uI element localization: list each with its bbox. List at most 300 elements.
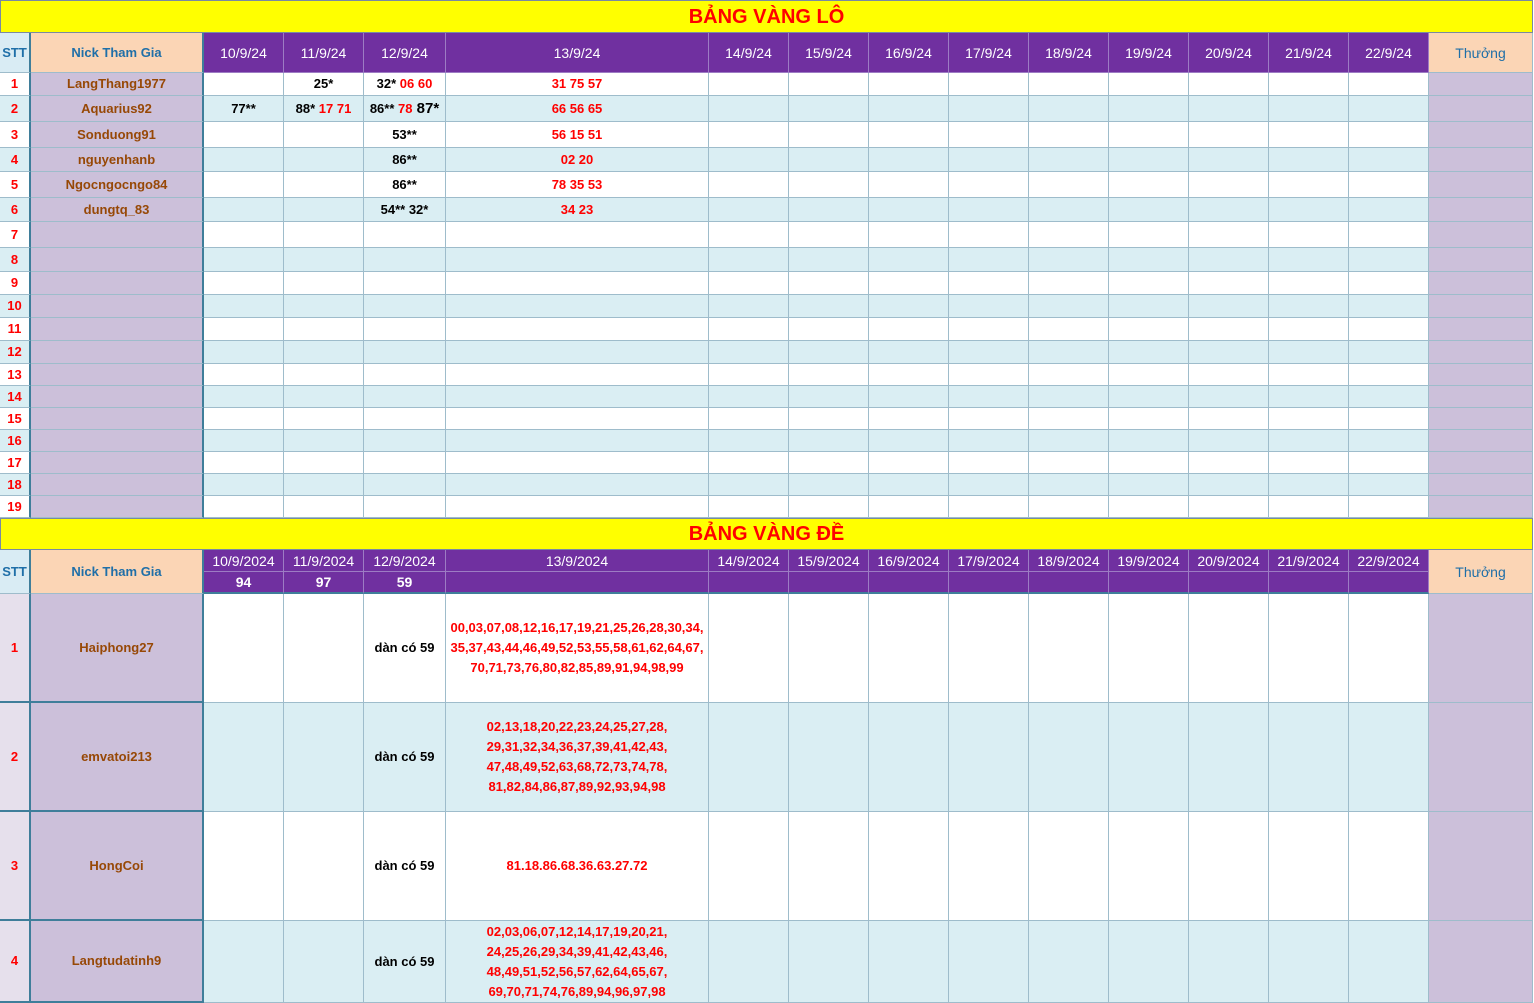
lo-entry-cell[interactable] [949, 318, 1029, 341]
lo-entry-cell[interactable] [709, 452, 789, 474]
lo-entry-cell[interactable] [1189, 364, 1269, 386]
lo-entry-cell[interactable] [709, 148, 789, 172]
lo-entry-cell[interactable] [1029, 222, 1109, 248]
lo-entry-cell[interactable] [364, 341, 446, 364]
lo-entry-cell[interactable] [1189, 341, 1269, 364]
lo-entry-cell[interactable] [949, 272, 1029, 295]
lo-entry-cell[interactable] [1029, 430, 1109, 452]
lo-entry-cell[interactable] [1029, 318, 1109, 341]
de-entry-cell[interactable] [869, 703, 949, 812]
lo-entry-cell[interactable] [1029, 96, 1109, 122]
lo-entry-cell[interactable] [364, 295, 446, 318]
lo-entry-cell[interactable] [709, 96, 789, 122]
lo-entry-cell[interactable] [1349, 341, 1429, 364]
lo-entry-cell[interactable] [1189, 474, 1269, 496]
lo-entry-cell[interactable] [284, 496, 364, 518]
lo-entry-cell[interactable] [1109, 122, 1189, 148]
lo-entry-cell[interactable] [1109, 386, 1189, 408]
de-nick-cell[interactable]: HongCoi [31, 812, 204, 921]
de-entry-cell[interactable] [949, 812, 1029, 921]
de-entry-cell[interactable] [1029, 594, 1109, 703]
de-entry-cell[interactable] [1029, 812, 1109, 921]
lo-entry-cell[interactable] [1029, 272, 1109, 295]
lo-entry-cell[interactable] [284, 96, 364, 122]
lo-entry-cell[interactable] [789, 318, 869, 341]
lo-entry-cell[interactable] [1269, 295, 1349, 318]
lo-entry-cell[interactable] [1109, 474, 1189, 496]
lo-entry-cell[interactable] [949, 452, 1029, 474]
lo-entry-cell[interactable] [284, 122, 364, 148]
lo-entry-cell[interactable] [949, 408, 1029, 430]
lo-entry-cell[interactable] [869, 341, 949, 364]
lo-entry-cell[interactable] [709, 474, 789, 496]
lo-entry-cell[interactable] [869, 430, 949, 452]
de-entry-cell[interactable] [1029, 921, 1109, 1003]
lo-entry-cell[interactable] [1189, 222, 1269, 248]
de-entry-cell[interactable] [446, 594, 709, 703]
lo-entry-cell[interactable] [1109, 96, 1189, 122]
lo-entry-cell[interactable] [1109, 318, 1189, 341]
lo-entry-cell[interactable] [949, 172, 1029, 198]
lo-entry-cell[interactable] [869, 248, 949, 272]
lo-entry-cell[interactable] [1349, 452, 1429, 474]
lo-entry-cell[interactable] [1029, 148, 1109, 172]
lo-entry-cell[interactable] [284, 452, 364, 474]
lo-entry-cell[interactable] [1109, 272, 1189, 295]
lo-entry-cell[interactable] [789, 408, 869, 430]
de-entry-cell[interactable] [364, 594, 446, 703]
lo-entry-cell[interactable] [364, 172, 446, 198]
lo-entry-cell[interactable] [709, 496, 789, 518]
lo-entry-cell[interactable] [364, 222, 446, 248]
lo-entry-cell[interactable] [284, 295, 364, 318]
lo-entry-cell[interactable] [1189, 122, 1269, 148]
lo-entry-cell[interactable] [869, 452, 949, 474]
lo-entry-cell[interactable] [364, 364, 446, 386]
lo-entry-cell[interactable] [1189, 148, 1269, 172]
lo-nick-cell[interactable] [31, 222, 204, 248]
de-nick-cell[interactable]: Langtudatinh9 [31, 921, 204, 1003]
lo-nick-cell[interactable]: nguyenhanb [31, 148, 204, 172]
lo-entry-cell[interactable] [446, 222, 709, 248]
lo-entry-cell[interactable] [284, 73, 364, 96]
lo-entry-cell[interactable] [869, 386, 949, 408]
lo-entry-cell[interactable] [1029, 386, 1109, 408]
lo-entry-cell[interactable] [869, 73, 949, 96]
de-entry-cell[interactable] [446, 703, 709, 812]
lo-entry-cell[interactable] [1029, 172, 1109, 198]
lo-entry-cell[interactable] [446, 172, 709, 198]
lo-entry-cell[interactable] [204, 474, 284, 496]
lo-entry-cell[interactable] [204, 295, 284, 318]
lo-entry-cell[interactable] [446, 430, 709, 452]
de-entry-cell[interactable] [869, 921, 949, 1003]
lo-entry-cell[interactable] [869, 474, 949, 496]
lo-nick-cell[interactable] [31, 496, 204, 518]
lo-nick-cell[interactable] [31, 318, 204, 341]
de-entry-cell[interactable] [1189, 812, 1269, 921]
lo-entry-cell[interactable] [446, 474, 709, 496]
lo-entry-cell[interactable] [446, 248, 709, 272]
lo-entry-cell[interactable] [869, 198, 949, 222]
lo-entry-cell[interactable] [1109, 408, 1189, 430]
lo-nick-cell[interactable]: dungtq_83 [31, 198, 204, 222]
lo-entry-cell[interactable] [709, 408, 789, 430]
lo-entry-cell[interactable] [1349, 474, 1429, 496]
lo-entry-cell[interactable] [869, 408, 949, 430]
de-entry-cell[interactable] [709, 594, 789, 703]
lo-entry-cell[interactable] [284, 172, 364, 198]
de-entry-cell[interactable] [284, 812, 364, 921]
lo-nick-cell[interactable]: Sonduong91 [31, 122, 204, 148]
lo-entry-cell[interactable] [204, 496, 284, 518]
de-entry-cell[interactable] [1349, 594, 1429, 703]
lo-entry-cell[interactable] [204, 430, 284, 452]
lo-entry-cell[interactable] [1029, 341, 1109, 364]
lo-entry-cell[interactable] [204, 272, 284, 295]
lo-entry-cell[interactable] [1349, 295, 1429, 318]
de-entry-cell[interactable] [1189, 921, 1269, 1003]
de-entry-cell[interactable] [709, 921, 789, 1003]
lo-entry-cell[interactable] [364, 496, 446, 518]
lo-entry-cell[interactable] [364, 73, 446, 96]
lo-entry-cell[interactable] [869, 122, 949, 148]
lo-entry-cell[interactable] [284, 341, 364, 364]
lo-entry-cell[interactable] [204, 148, 284, 172]
lo-entry-cell[interactable] [204, 122, 284, 148]
lo-entry-cell[interactable] [709, 198, 789, 222]
lo-entry-cell[interactable] [869, 96, 949, 122]
lo-entry-cell[interactable] [1269, 318, 1349, 341]
lo-entry-cell[interactable] [1269, 172, 1349, 198]
lo-entry-cell[interactable] [1029, 496, 1109, 518]
lo-entry-cell[interactable] [204, 386, 284, 408]
lo-entry-cell[interactable] [789, 198, 869, 222]
de-entry-cell[interactable] [869, 594, 949, 703]
lo-entry-cell[interactable] [1269, 386, 1349, 408]
lo-entry-cell[interactable] [204, 364, 284, 386]
de-entry-cell[interactable] [709, 812, 789, 921]
lo-entry-cell[interactable] [1349, 386, 1429, 408]
lo-entry-cell[interactable] [789, 122, 869, 148]
lo-entry-cell[interactable] [789, 295, 869, 318]
lo-entry-cell[interactable] [284, 222, 364, 248]
lo-nick-cell[interactable] [31, 295, 204, 318]
lo-entry-cell[interactable] [789, 96, 869, 122]
de-entry-cell[interactable] [446, 812, 709, 921]
de-entry-cell[interactable] [1349, 703, 1429, 812]
lo-entry-cell[interactable] [284, 386, 364, 408]
lo-entry-cell[interactable] [789, 386, 869, 408]
lo-entry-cell[interactable] [1109, 222, 1189, 248]
lo-entry-cell[interactable] [789, 341, 869, 364]
lo-entry-cell[interactable] [446, 148, 709, 172]
lo-nick-cell[interactable]: LangThang1977 [31, 73, 204, 96]
lo-entry-cell[interactable] [1269, 96, 1349, 122]
lo-entry-cell[interactable] [1269, 430, 1349, 452]
de-entry-cell[interactable] [1109, 812, 1189, 921]
de-entry-cell[interactable] [204, 594, 284, 703]
de-entry-cell[interactable] [1109, 703, 1189, 812]
lo-entry-cell[interactable] [1029, 122, 1109, 148]
lo-entry-cell[interactable] [1029, 364, 1109, 386]
lo-entry-cell[interactable] [789, 496, 869, 518]
lo-entry-cell[interactable] [789, 474, 869, 496]
de-entry-cell[interactable] [1269, 594, 1349, 703]
lo-entry-cell[interactable] [1349, 272, 1429, 295]
lo-nick-cell[interactable] [31, 408, 204, 430]
lo-entry-cell[interactable] [1349, 122, 1429, 148]
lo-entry-cell[interactable] [949, 73, 1029, 96]
lo-entry-cell[interactable] [869, 172, 949, 198]
de-entry-cell[interactable] [204, 703, 284, 812]
lo-entry-cell[interactable] [284, 364, 364, 386]
lo-entry-cell[interactable] [204, 96, 284, 122]
lo-entry-cell[interactable] [869, 222, 949, 248]
lo-entry-cell[interactable] [364, 248, 446, 272]
de-entry-cell[interactable] [789, 812, 869, 921]
de-entry-cell[interactable] [1349, 812, 1429, 921]
lo-entry-cell[interactable] [1269, 408, 1349, 430]
lo-entry-cell[interactable] [1029, 408, 1109, 430]
lo-nick-cell[interactable] [31, 430, 204, 452]
lo-entry-cell[interactable] [869, 295, 949, 318]
lo-entry-cell[interactable] [1189, 430, 1269, 452]
lo-entry-cell[interactable] [869, 318, 949, 341]
lo-entry-cell[interactable] [364, 408, 446, 430]
lo-entry-cell[interactable] [1029, 474, 1109, 496]
lo-nick-cell[interactable] [31, 386, 204, 408]
lo-entry-cell[interactable] [1029, 198, 1109, 222]
lo-entry-cell[interactable] [1109, 452, 1189, 474]
lo-entry-cell[interactable] [364, 474, 446, 496]
lo-entry-cell[interactable] [1189, 408, 1269, 430]
lo-entry-cell[interactable] [709, 386, 789, 408]
lo-nick-cell[interactable] [31, 272, 204, 295]
lo-entry-cell[interactable] [364, 96, 446, 122]
de-entry-cell[interactable] [284, 703, 364, 812]
lo-entry-cell[interactable] [1269, 496, 1349, 518]
lo-entry-cell[interactable] [204, 248, 284, 272]
lo-entry-cell[interactable] [204, 172, 284, 198]
de-entry-cell[interactable] [1269, 812, 1349, 921]
de-entry-cell[interactable] [1189, 594, 1269, 703]
lo-entry-cell[interactable] [204, 408, 284, 430]
de-entry-cell[interactable] [284, 921, 364, 1003]
lo-entry-cell[interactable] [709, 272, 789, 295]
lo-entry-cell[interactable] [364, 198, 446, 222]
lo-entry-cell[interactable] [789, 248, 869, 272]
lo-entry-cell[interactable] [709, 222, 789, 248]
de-entry-cell[interactable] [1189, 703, 1269, 812]
lo-entry-cell[interactable] [789, 222, 869, 248]
lo-entry-cell[interactable] [284, 198, 364, 222]
lo-entry-cell[interactable] [1189, 295, 1269, 318]
lo-entry-cell[interactable] [284, 408, 364, 430]
lo-entry-cell[interactable] [1029, 73, 1109, 96]
lo-entry-cell[interactable] [949, 364, 1029, 386]
lo-entry-cell[interactable] [446, 364, 709, 386]
de-entry-cell[interactable] [789, 703, 869, 812]
lo-entry-cell[interactable] [709, 248, 789, 272]
lo-entry-cell[interactable] [204, 341, 284, 364]
lo-entry-cell[interactable] [364, 148, 446, 172]
lo-entry-cell[interactable] [1349, 430, 1429, 452]
lo-entry-cell[interactable] [1189, 198, 1269, 222]
lo-entry-cell[interactable] [1269, 198, 1349, 222]
lo-entry-cell[interactable] [789, 73, 869, 96]
lo-entry-cell[interactable] [869, 272, 949, 295]
lo-nick-cell[interactable]: Aquarius92 [31, 96, 204, 122]
lo-entry-cell[interactable] [1269, 474, 1349, 496]
lo-nick-cell[interactable] [31, 341, 204, 364]
lo-entry-cell[interactable] [1349, 496, 1429, 518]
lo-entry-cell[interactable] [204, 198, 284, 222]
de-entry-cell[interactable] [364, 921, 446, 1003]
lo-entry-cell[interactable] [1109, 341, 1189, 364]
lo-entry-cell[interactable] [949, 295, 1029, 318]
de-entry-cell[interactable] [789, 921, 869, 1003]
lo-entry-cell[interactable] [364, 386, 446, 408]
lo-entry-cell[interactable] [1109, 248, 1189, 272]
lo-entry-cell[interactable] [949, 430, 1029, 452]
de-entry-cell[interactable] [789, 594, 869, 703]
lo-entry-cell[interactable] [1349, 73, 1429, 96]
lo-entry-cell[interactable] [949, 341, 1029, 364]
lo-entry-cell[interactable] [949, 474, 1029, 496]
lo-entry-cell[interactable] [1269, 341, 1349, 364]
lo-entry-cell[interactable] [446, 272, 709, 295]
lo-entry-cell[interactable] [1189, 386, 1269, 408]
lo-entry-cell[interactable] [284, 318, 364, 341]
lo-entry-cell[interactable] [364, 452, 446, 474]
lo-entry-cell[interactable] [1349, 248, 1429, 272]
lo-entry-cell[interactable] [869, 148, 949, 172]
lo-entry-cell[interactable] [1349, 148, 1429, 172]
lo-entry-cell[interactable] [1029, 452, 1109, 474]
de-nick-cell[interactable]: emvatoi213 [31, 703, 204, 812]
de-entry-cell[interactable] [1109, 594, 1189, 703]
lo-entry-cell[interactable] [949, 248, 1029, 272]
lo-entry-cell[interactable] [1189, 96, 1269, 122]
lo-nick-cell[interactable] [31, 452, 204, 474]
lo-entry-cell[interactable] [204, 452, 284, 474]
lo-entry-cell[interactable] [284, 148, 364, 172]
de-entry-cell[interactable] [1269, 703, 1349, 812]
de-nick-cell[interactable]: Haiphong27 [31, 594, 204, 703]
de-entry-cell[interactable] [364, 812, 446, 921]
de-entry-cell[interactable] [709, 703, 789, 812]
lo-entry-cell[interactable] [284, 272, 364, 295]
lo-entry-cell[interactable] [1109, 496, 1189, 518]
lo-entry-cell[interactable] [1349, 222, 1429, 248]
lo-entry-cell[interactable] [949, 386, 1029, 408]
lo-entry-cell[interactable] [1109, 172, 1189, 198]
lo-entry-cell[interactable] [709, 341, 789, 364]
lo-entry-cell[interactable] [789, 148, 869, 172]
lo-entry-cell[interactable] [1109, 430, 1189, 452]
lo-entry-cell[interactable] [709, 318, 789, 341]
de-entry-cell[interactable] [1109, 921, 1189, 1003]
lo-entry-cell[interactable] [1029, 248, 1109, 272]
lo-entry-cell[interactable] [1189, 318, 1269, 341]
lo-entry-cell[interactable] [789, 364, 869, 386]
lo-entry-cell[interactable] [1349, 318, 1429, 341]
de-entry-cell[interactable] [204, 921, 284, 1003]
lo-entry-cell[interactable] [709, 172, 789, 198]
lo-entry-cell[interactable] [1269, 148, 1349, 172]
lo-entry-cell[interactable] [284, 474, 364, 496]
lo-entry-cell[interactable] [789, 272, 869, 295]
lo-entry-cell[interactable] [1189, 172, 1269, 198]
lo-entry-cell[interactable] [709, 295, 789, 318]
lo-entry-cell[interactable] [1189, 272, 1269, 295]
de-entry-cell[interactable] [1029, 703, 1109, 812]
lo-entry-cell[interactable] [1109, 148, 1189, 172]
de-entry-cell[interactable] [949, 703, 1029, 812]
lo-entry-cell[interactable] [949, 122, 1029, 148]
lo-entry-cell[interactable] [1349, 198, 1429, 222]
lo-entry-cell[interactable] [364, 272, 446, 295]
lo-entry-cell[interactable] [204, 73, 284, 96]
lo-entry-cell[interactable] [1269, 222, 1349, 248]
lo-entry-cell[interactable] [204, 318, 284, 341]
lo-entry-cell[interactable] [1269, 452, 1349, 474]
lo-entry-cell[interactable] [446, 122, 709, 148]
de-entry-cell[interactable] [284, 594, 364, 703]
lo-entry-cell[interactable] [284, 430, 364, 452]
lo-entry-cell[interactable] [709, 430, 789, 452]
lo-entry-cell[interactable] [789, 430, 869, 452]
lo-entry-cell[interactable] [364, 318, 446, 341]
lo-entry-cell[interactable] [949, 222, 1029, 248]
lo-entry-cell[interactable] [204, 222, 284, 248]
lo-entry-cell[interactable] [446, 408, 709, 430]
de-entry-cell[interactable] [949, 921, 1029, 1003]
de-entry-cell[interactable] [204, 812, 284, 921]
lo-entry-cell[interactable] [949, 496, 1029, 518]
lo-entry-cell[interactable] [446, 318, 709, 341]
lo-entry-cell[interactable] [446, 496, 709, 518]
lo-entry-cell[interactable] [446, 73, 709, 96]
lo-entry-cell[interactable] [1109, 295, 1189, 318]
lo-entry-cell[interactable] [789, 452, 869, 474]
lo-entry-cell[interactable] [949, 96, 1029, 122]
lo-entry-cell[interactable] [446, 295, 709, 318]
lo-nick-cell[interactable] [31, 248, 204, 272]
lo-entry-cell[interactable] [1269, 73, 1349, 96]
lo-entry-cell[interactable] [1269, 272, 1349, 295]
lo-entry-cell[interactable] [709, 73, 789, 96]
lo-entry-cell[interactable] [1349, 364, 1429, 386]
lo-entry-cell[interactable] [709, 122, 789, 148]
lo-entry-cell[interactable] [1349, 172, 1429, 198]
lo-entry-cell[interactable] [869, 496, 949, 518]
lo-entry-cell[interactable] [1109, 198, 1189, 222]
lo-entry-cell[interactable] [1189, 452, 1269, 474]
lo-entry-cell[interactable] [364, 122, 446, 148]
lo-entry-cell[interactable] [446, 341, 709, 364]
lo-entry-cell[interactable] [1109, 364, 1189, 386]
lo-entry-cell[interactable] [446, 386, 709, 408]
de-entry-cell[interactable] [1349, 921, 1429, 1003]
de-entry-cell[interactable] [364, 703, 446, 812]
lo-nick-cell[interactable] [31, 474, 204, 496]
lo-entry-cell[interactable] [1109, 73, 1189, 96]
lo-entry-cell[interactable] [1269, 248, 1349, 272]
lo-entry-cell[interactable] [1189, 73, 1269, 96]
lo-entry-cell[interactable] [1349, 96, 1429, 122]
